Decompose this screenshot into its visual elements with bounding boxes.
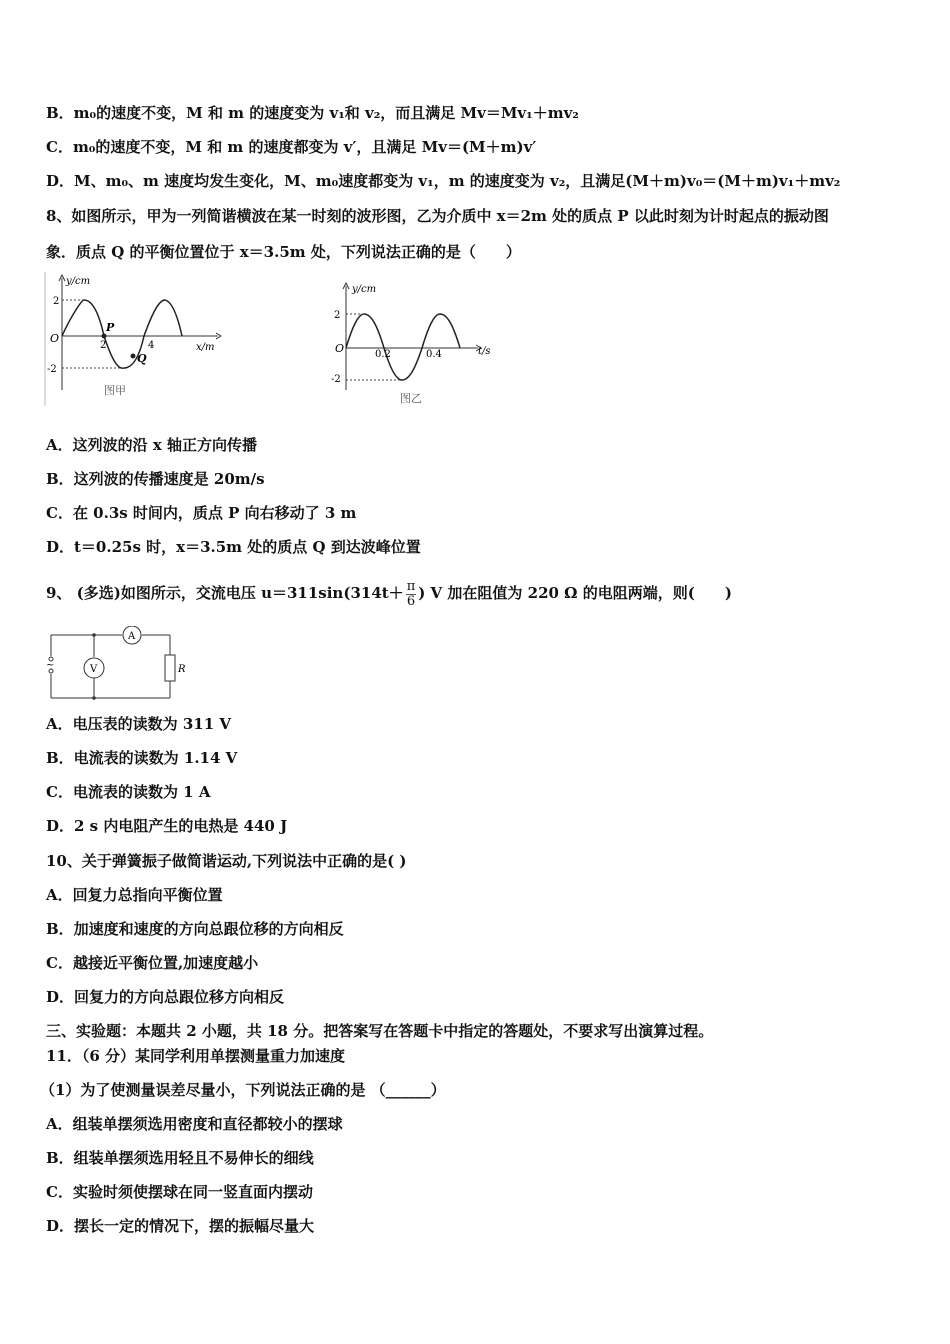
vibration-graph-figure — [328, 278, 498, 408]
q9-option-d: D．2 s 内电阻产生的电热是 440 J — [46, 817, 288, 835]
fig-b-y-label: y/cm — [352, 284, 377, 295]
fig-b-x-label: t/s — [478, 346, 491, 357]
q10-option-a: A．回复力总指向平衡位置 — [46, 886, 223, 904]
q9-option-b: B．电流表的读数为 1.14 V — [46, 749, 238, 767]
q10-option-b: B．加速度和速度的方向总跟位移的方向相反 — [46, 920, 344, 938]
q9-stem-before: 9、 (多选)如图所示，交流电压 u＝311sin(314t＋ — [46, 584, 404, 602]
fig-a-y-neg: -2 — [47, 364, 57, 375]
pi-over-6-fraction — [406, 580, 417, 609]
q8-option-d: D．t＝0.25s 时，x＝3.5m 处的质点 Q 到达波峰位置 — [46, 538, 421, 556]
q11-stem: 11．（6 分）某同学利用单摆测量重力加速度 — [46, 1047, 346, 1065]
q8-option-a: A．这列波的沿 x 轴正方向传播 — [46, 436, 258, 454]
q7-option-d: D．M、m₀、m 速度均发生变化，M、m₀速度都变为 v₁，m 的速度变为 v₂，且满足(M＋m)v₀＝(M＋m)v₁＋mv₂ — [46, 172, 841, 190]
fig-a-x-label: x/m — [196, 342, 215, 353]
q8-stem-line1: 8、如图所示，甲为一列简谐横波在某一时刻的波形图，乙为介质中 x＝2m 处的质点 P 以此时刻为计时起点的振动图 — [46, 207, 829, 225]
ac-source-symbol: ~ — [46, 660, 55, 671]
ammeter-label: A — [128, 631, 136, 642]
section3-heading: 三、实验题：本题共 2 小题，共 18 分。把答案写在答题卡中指定的答题处，不要求写出演算过程。 — [46, 1022, 714, 1040]
q8-option-c: C．在 0.3s 时间内，质点 P 向右移动了 3 m — [46, 504, 357, 522]
fig-a-point-p-label: P — [106, 321, 115, 334]
fig-a-origin: O — [50, 332, 60, 345]
q11-option-b: B．组装单摆须选用轻且不易伸长的细线 — [46, 1149, 314, 1167]
fig-a-y-pos: 2 — [53, 296, 60, 307]
voltmeter-label: V — [90, 664, 98, 675]
fig-a-tick-2: 2 — [100, 340, 107, 351]
resistor-label: R — [178, 664, 186, 675]
q9-option-a: A．电压表的读数为 311 V — [46, 715, 232, 733]
q11-option-d: D．摆长一定的情况下，摆的振幅尽量大 — [46, 1217, 315, 1235]
point-p — [102, 334, 107, 339]
wave-graph-figure — [44, 270, 234, 408]
q11-option-a: A．组装单摆须选用密度和直径都较小的摆球 — [46, 1115, 343, 1133]
fig-a-tick-4: 4 — [148, 340, 155, 351]
point-q — [131, 354, 136, 359]
q9-stem — [46, 572, 732, 614]
wave-curve — [62, 300, 182, 368]
q8-option-b: B．这列波的传播速度是 20m/s — [46, 470, 265, 488]
q10-option-d: D．回复力的方向总跟位移方向相反 — [46, 988, 285, 1006]
q11-option-c: C．实验时须使摆球在同一竖直面内摆动 — [46, 1183, 313, 1201]
q9-stem-after: ) V 加在阻值为 220 Ω 的电阻两端，则( ) — [418, 584, 732, 602]
q11-subquestion-1: （1）为了使测量误差尽量小，下列说法正确的是 （______） — [40, 1081, 446, 1099]
q8-stem-line2: 象．质点 Q 的平衡位置位于 x＝3.5m 处，下列说法正确的是（ ） — [46, 243, 521, 261]
fig-b-y-neg: -2 — [331, 374, 341, 385]
fig-b-y-pos: 2 — [334, 310, 341, 321]
vibration-curve — [346, 314, 460, 380]
circuit-diagram — [44, 626, 194, 702]
fig-a-point-q-label: Q — [137, 352, 147, 365]
q7-option-b: B．m₀的速度不变，M 和 m 的速度变为 v₁和 v₂，而且满足 Mv＝Mv₁＋mv₂ — [46, 104, 579, 122]
q10-option-c: C．越接近平衡位置,加速度越小 — [46, 954, 259, 972]
fig-b-caption: 图乙 — [400, 392, 422, 405]
resistor — [165, 655, 175, 681]
q10-stem: 10、关于弹簧振子做简谐运动,下列说法中正确的是( ) — [46, 852, 407, 870]
fig-b-tick-02: 0.2 — [375, 349, 391, 360]
fig-b-origin: O — [335, 342, 345, 355]
q9-option-c: C．电流表的读数为 1 A — [46, 783, 211, 801]
q7-option-c: C．m₀的速度不变，M 和 m 的速度都变为 v′，且满足 Mv＝(M＋m)v′ — [46, 138, 537, 156]
fraction-numerator: π — [406, 578, 416, 594]
fraction-denominator: 6 — [406, 593, 416, 609]
fig-a-caption: 图甲 — [104, 384, 126, 397]
fig-a-y-label: y/cm — [66, 276, 91, 287]
fig-b-tick-04: 0.4 — [426, 349, 442, 360]
